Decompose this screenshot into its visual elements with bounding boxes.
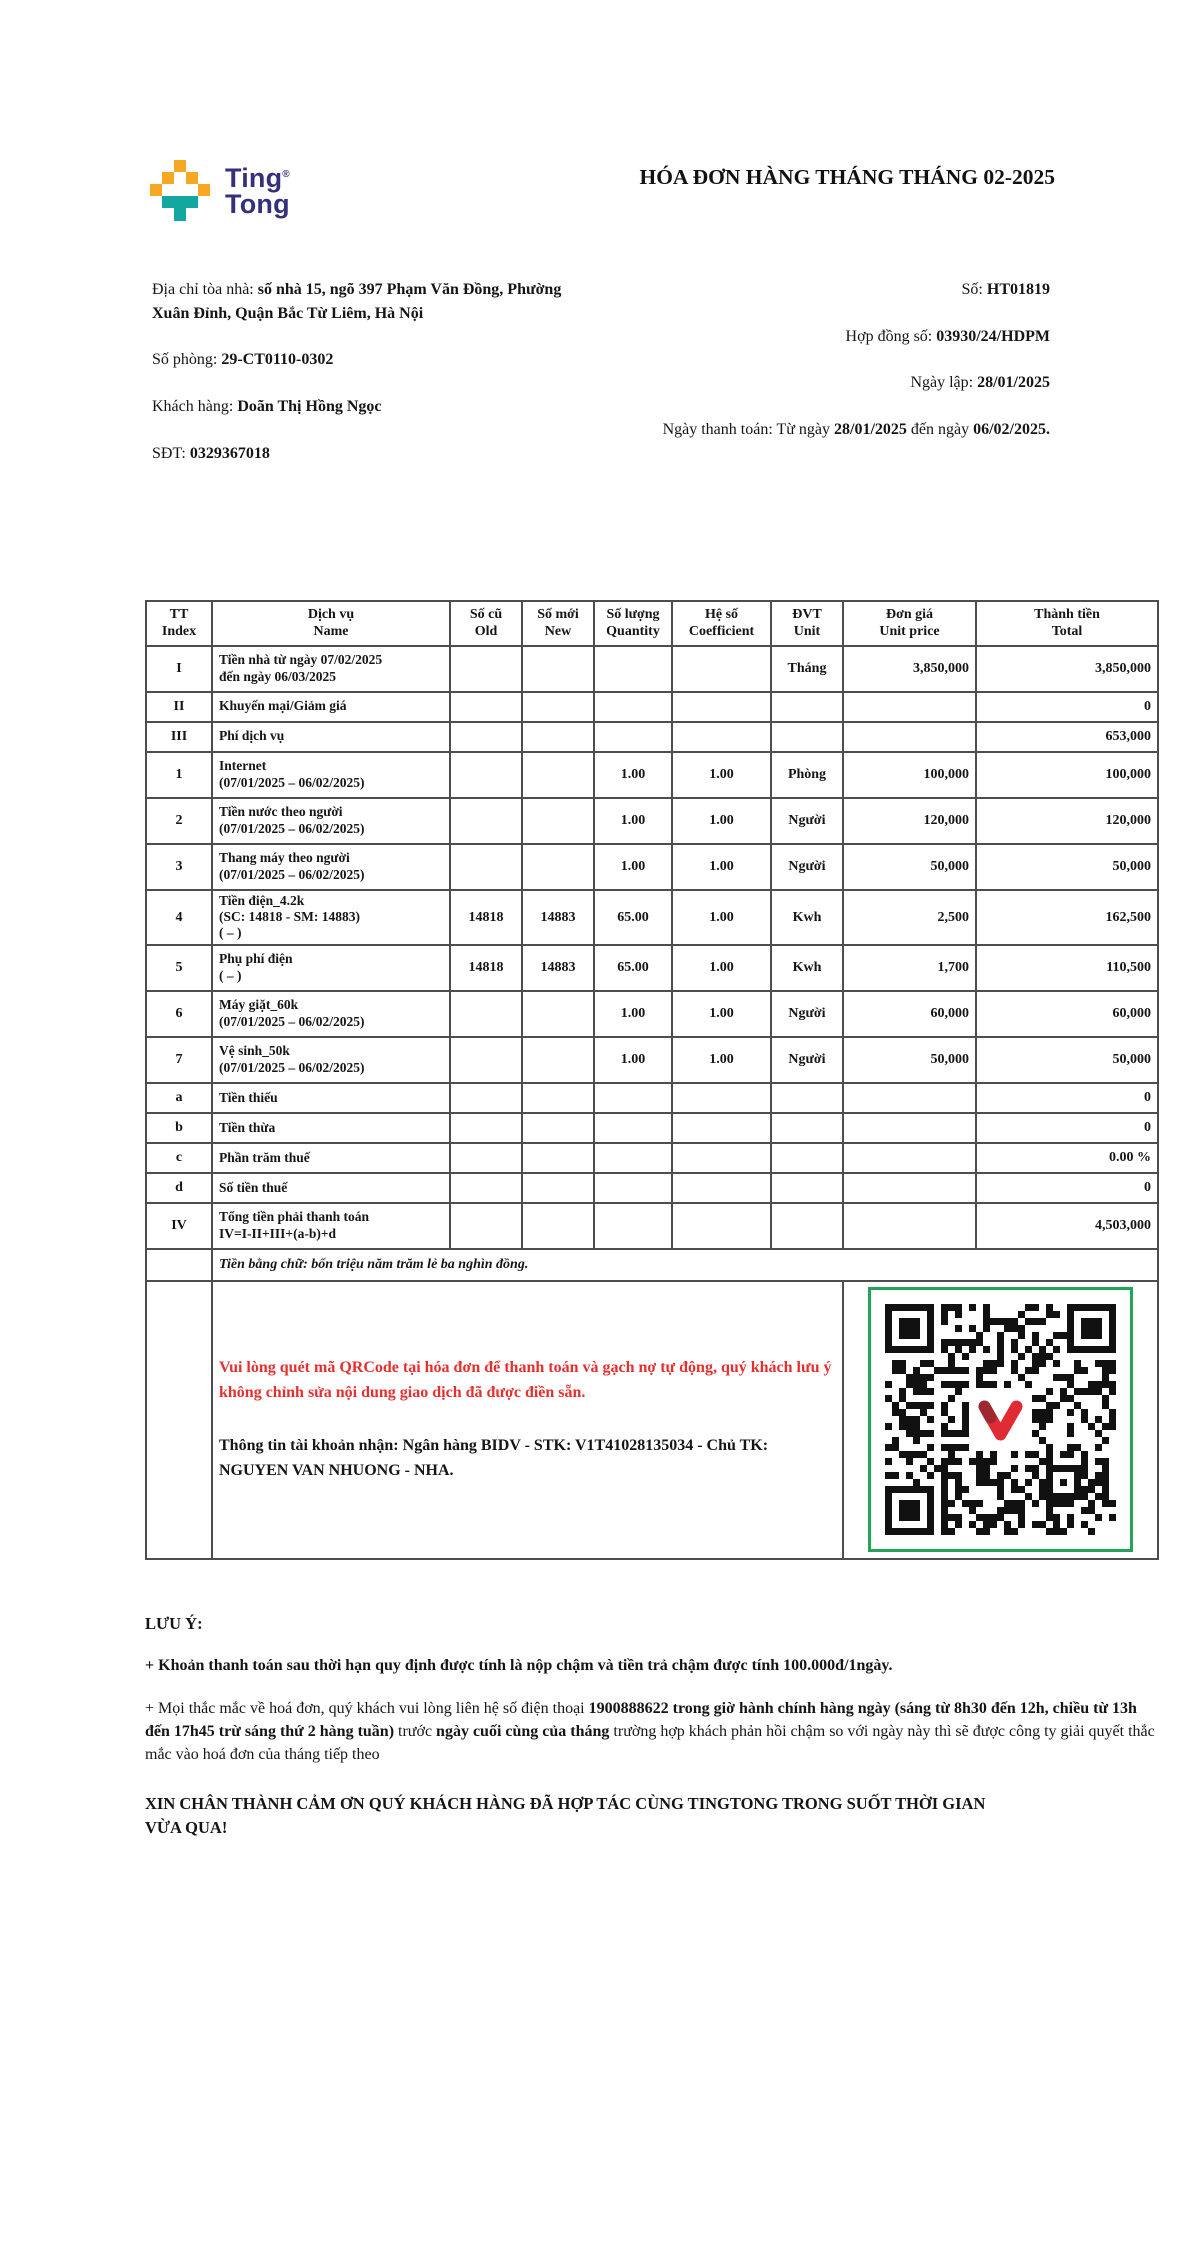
cell-index: 2: [146, 798, 212, 844]
cell-unit-price: [843, 1203, 976, 1249]
cell-unit: Người: [771, 991, 843, 1037]
cell-name: [212, 798, 450, 844]
info-field: Số: HT01819: [961, 281, 1050, 298]
qr-code-cell: [843, 1281, 1158, 1559]
header: [150, 160, 1055, 222]
cell-total: 0: [976, 1113, 1158, 1143]
cell-quantity: [594, 722, 672, 752]
cell-name: [212, 945, 450, 991]
cell-total: 0: [976, 1083, 1158, 1113]
cell-index: IV: [146, 1203, 212, 1249]
cell-unit-price: 3,850,000: [843, 646, 976, 692]
table-row-4: [146, 890, 1158, 945]
info-left: [152, 278, 600, 488]
cell-unit: [771, 1083, 843, 1113]
table-row-5: [146, 945, 1158, 991]
cell-coefficient: [672, 1143, 771, 1173]
cell-unit: Tháng: [771, 646, 843, 692]
header-line-en: Unit price: [879, 624, 940, 640]
cell-quantity: 65.00: [594, 890, 672, 945]
column-header: [522, 601, 594, 645]
header-line-vi: TT: [169, 607, 189, 623]
cell-name: [212, 1113, 450, 1143]
cell-coefficient: [672, 722, 771, 752]
cell-index: a: [146, 1083, 212, 1113]
header-line-en: Name: [313, 624, 349, 640]
name-line: đến ngày 06/03/2025: [219, 668, 337, 684]
cell-total: 60,000: [976, 991, 1158, 1037]
qr-instruction-note: Vui lòng quét mã QRCode tại hóa đơn để thanh toán và gạch nợ tự động, quý khách lưu ý không chỉnh sửa nội dung giao dịch đã được điền sẵn.: [219, 1359, 832, 1402]
cell-index: II: [146, 692, 212, 722]
cell-name: [212, 692, 450, 722]
cell-old: [450, 798, 522, 844]
info-right: [650, 278, 1050, 488]
cell-name: [212, 722, 450, 752]
info-field: SĐT: 0329367018: [152, 444, 270, 462]
name-line: Vệ sinh_50k: [219, 1043, 290, 1059]
closing-thanks: XIN CHÂN THÀNH CẢM ƠN QUÝ KHÁCH HÀNG ĐÃ HỢP TÁC CÙNG TINGTONG TRONG SUỐT THỜI GIAN VỪA QUA!: [145, 1794, 986, 1837]
tingtong-logo: [150, 160, 290, 222]
info-field: Ngày thanh toán: Từ ngày 28/01/2025 đến ngày 06/02/2025.: [662, 421, 1050, 439]
cell-old: [450, 692, 522, 722]
cell-quantity: 1.00: [594, 752, 672, 798]
logo-square: [162, 196, 198, 208]
cell-name: [212, 1143, 450, 1173]
logo-square: [162, 172, 174, 184]
cell-new: [522, 1203, 594, 1249]
table-row-7: [146, 1037, 1158, 1083]
cell-old: [450, 646, 522, 692]
cell-total: 0: [976, 1173, 1158, 1203]
name-line: IV=I-II+III+(a-b)+d: [219, 1225, 337, 1241]
cell-unit-price: 50,000: [843, 844, 976, 890]
header-line-en: Old: [474, 624, 498, 640]
cell-new: [522, 1143, 594, 1173]
column-header: [672, 601, 771, 645]
name-line: (07/01/2025 – 06/02/2025): [219, 1013, 365, 1029]
cell-total: 162,500: [976, 890, 1158, 945]
name-line: (07/01/2025 – 06/02/2025): [219, 774, 365, 790]
cell-old: [450, 1203, 522, 1249]
cell-unit-price: 100,000: [843, 752, 976, 798]
cell-name: [212, 752, 450, 798]
logo-line2: Tong: [225, 189, 290, 219]
name-line: Internet: [219, 758, 267, 774]
table-row-1: [146, 752, 1158, 798]
name-line: Tiền thiếu: [219, 1089, 278, 1105]
header-line-vi: Số lượng: [606, 607, 660, 623]
cell-name: [212, 1173, 450, 1203]
cell-unit: [771, 722, 843, 752]
cell-quantity: [594, 1083, 672, 1113]
name-line: Tiền nước theo người: [219, 804, 343, 820]
table-row-III: [146, 722, 1158, 752]
info-field: Số phòng: 29-CT0110-0302: [152, 351, 334, 369]
cell-coefficient: 1.00: [672, 798, 771, 844]
cell-total: 110,500: [976, 945, 1158, 991]
cell-total: 4,503,000: [976, 1203, 1158, 1249]
info-section: [152, 278, 1050, 488]
cell-total: 0.00 %: [976, 1143, 1158, 1173]
charges-table: [145, 600, 1159, 1560]
header-line-en: Quantity: [606, 624, 660, 640]
cell-old: 14818: [450, 945, 522, 991]
notes-items: [145, 1655, 1157, 1766]
cell-old: [450, 1083, 522, 1113]
table-row-a: [146, 1083, 1158, 1113]
table-row-b: [146, 1113, 1158, 1143]
cell-index: I: [146, 646, 212, 692]
cell-unit: [771, 1113, 843, 1143]
cell-unit: [771, 1203, 843, 1249]
cell-name: [212, 890, 450, 945]
tingtong-logo-text: [225, 162, 290, 219]
cell-index: b: [146, 1113, 212, 1143]
logo-square: [186, 172, 198, 184]
note-item-1: + Khoản thanh toán sau thời hạn quy định được tính là nộp chậm và tiền trả chậm được tính 100.000đ/1ngày.: [145, 1657, 893, 1675]
cell-new: [522, 844, 594, 890]
header-line-en: New: [544, 624, 572, 640]
cell-total: 3,850,000: [976, 646, 1158, 692]
cell-index: 4: [146, 890, 212, 945]
column-header: [843, 601, 976, 645]
cell-old: [450, 1173, 522, 1203]
registered-mark: ®: [282, 168, 290, 180]
column-header: [450, 601, 522, 645]
cell-name: [212, 1037, 450, 1083]
column-header: [976, 601, 1158, 645]
cell-unit: Người: [771, 798, 843, 844]
cell-unit-price: [843, 1143, 976, 1173]
cell-unit-price: [843, 1113, 976, 1143]
cell-unit-price: [843, 1173, 976, 1203]
cell-new: [522, 1113, 594, 1143]
cell-coefficient: [672, 692, 771, 722]
cell-index: c: [146, 1143, 212, 1173]
cell-unit: [771, 1173, 843, 1203]
name-line: Máy giặt_60k: [219, 997, 299, 1013]
logo-square: [150, 184, 162, 196]
amount-in-words-row: [146, 1249, 1158, 1281]
bank-account-info: Thông tin tài khoản nhận: Ngân hàng BIDV - STK: V1T41028135034 - Chủ TK: NGUYEN VAN NHUONG - NHA.: [219, 1436, 769, 1479]
cell-quantity: [594, 1203, 672, 1249]
cell-coefficient: 1.00: [672, 844, 771, 890]
cell-index: 1: [146, 752, 212, 798]
cell-old: [450, 991, 522, 1037]
header-line-vi: ĐVT: [792, 607, 822, 623]
table-row-d: [146, 1173, 1158, 1203]
table-row-II: [146, 692, 1158, 722]
header-line-en: Coefficient: [688, 624, 755, 640]
charges-table-head: [146, 601, 1158, 645]
cell-name: [212, 844, 450, 890]
cell-empty: [146, 1249, 212, 1281]
cell-new: [522, 646, 594, 692]
cell-old: [450, 722, 522, 752]
name-line: Tiền thừa: [219, 1119, 276, 1135]
info-field: Khách hàng: Doãn Thị Hồng Ngọc: [152, 398, 382, 416]
cell-unit-price: [843, 692, 976, 722]
cell-quantity: [594, 1143, 672, 1173]
cell-coefficient: 1.00: [672, 1037, 771, 1083]
table-row-2: [146, 798, 1158, 844]
name-line: Tiền nhà từ ngày 07/02/2025: [219, 652, 383, 668]
column-header: [146, 601, 212, 645]
header-line-vi: Số cũ: [469, 607, 503, 623]
name-line: Thang máy theo người: [219, 850, 350, 866]
name-line: (SC: 14818 - SM: 14883): [219, 908, 360, 924]
cell-old: 14818: [450, 890, 522, 945]
name-line: Khuyến mại/Giảm giá: [219, 698, 347, 714]
info-field: Địa chỉ tòa nhà: số nhà 15, ngõ 397 Phạm Văn Đồng, Phường Xuân Đỉnh, Quận Bắc Từ Liêm, Hà Nội: [152, 281, 562, 322]
notes-heading: LƯU Ý:: [145, 1613, 203, 1633]
cell-unit-price: 1,700: [843, 945, 976, 991]
cell-unit: Người: [771, 1037, 843, 1083]
name-line: Phần trăm thuế: [219, 1149, 310, 1165]
cell-quantity: [594, 1113, 672, 1143]
tingtong-logo-icon: [150, 160, 212, 222]
header-line-vi: Thành tiền: [1034, 607, 1100, 623]
header-line-en: Total: [1051, 624, 1083, 640]
cell-new: [522, 798, 594, 844]
name-line: Số tiền thuế: [219, 1179, 288, 1195]
cell-quantity: [594, 692, 672, 722]
cell-coefficient: [672, 1113, 771, 1143]
name-line: Tổng tiền phải thanh toán: [219, 1209, 370, 1225]
header-line-vi: Đơn giá: [885, 607, 934, 623]
qr-code-frame: [868, 1287, 1133, 1552]
cell-index: III: [146, 722, 212, 752]
cell-coefficient: [672, 1203, 771, 1249]
cell-index: 7: [146, 1037, 212, 1083]
cell-total: 120,000: [976, 798, 1158, 844]
cell-total: 50,000: [976, 1037, 1158, 1083]
cell-coefficient: [672, 1173, 771, 1203]
cell-unit: [771, 692, 843, 722]
header-line-en: Unit: [793, 624, 821, 640]
cell-unit-price: [843, 722, 976, 752]
header-row: [146, 601, 1158, 645]
name-line: ( – ): [219, 967, 242, 983]
logo-square: [198, 184, 210, 196]
cell-quantity: [594, 1173, 672, 1203]
cell-unit: Phòng: [771, 752, 843, 798]
name-line: (07/01/2025 – 06/02/2025): [219, 1059, 365, 1075]
cell-total: 653,000: [976, 722, 1158, 752]
name-line: (07/01/2025 – 06/02/2025): [219, 820, 365, 836]
cell-old: [450, 844, 522, 890]
cell-coefficient: 1.00: [672, 890, 771, 945]
column-header: [212, 601, 450, 645]
cell-unit-price: 2,500: [843, 890, 976, 945]
cell-index: 3: [146, 844, 212, 890]
cell-coefficient: 1.00: [672, 752, 771, 798]
name-line: (07/01/2025 – 06/02/2025): [219, 866, 365, 882]
invoice-title: HÓA ĐƠN HÀNG THÁNG THÁNG 02-2025: [639, 165, 1055, 189]
cell-new: [522, 722, 594, 752]
cell-index: d: [146, 1173, 212, 1203]
table-row-c: [146, 1143, 1158, 1173]
cell-coefficient: 1.00: [672, 945, 771, 991]
cell-coefficient: 1.00: [672, 991, 771, 1037]
cell-new: 14883: [522, 890, 594, 945]
cell-quantity: [594, 646, 672, 692]
cell-unit-price: 60,000: [843, 991, 976, 1037]
logo-line1: Ting: [225, 162, 283, 193]
cell-unit: Kwh: [771, 890, 843, 945]
cell-coefficient: [672, 646, 771, 692]
cell-old: [450, 1113, 522, 1143]
name-line: Phụ phí điện: [219, 951, 293, 967]
cell-new: [522, 1037, 594, 1083]
cell-unit: Người: [771, 844, 843, 890]
cell-unit: [771, 1143, 843, 1173]
cell-quantity: 1.00: [594, 1037, 672, 1083]
cell-total: 50,000: [976, 844, 1158, 890]
cell-name: [212, 1203, 450, 1249]
cell-old: [450, 752, 522, 798]
cell-name: [212, 991, 450, 1037]
logo-square: [174, 208, 186, 221]
amount-in-words: Tiền bằng chữ: bốn triệu năm trăm lẻ ba nghìn đồng.: [212, 1249, 1158, 1281]
cell-quantity: 1.00: [594, 798, 672, 844]
column-header: [771, 601, 843, 645]
notes-section: [145, 1612, 1157, 1839]
table-row-6: [146, 991, 1158, 1037]
cell-quantity: 1.00: [594, 844, 672, 890]
cell-unit-price: 50,000: [843, 1037, 976, 1083]
cell-old: [450, 1143, 522, 1173]
info-field: Ngày lập: 28/01/2025: [910, 374, 1050, 392]
table-row-IV: [146, 1203, 1158, 1249]
cell-name: [212, 646, 450, 692]
cell-index: 6: [146, 991, 212, 1037]
name-line: Phí dịch vụ: [219, 728, 285, 744]
info-field: Hợp đồng số: 03930/24/HDPM: [845, 327, 1050, 345]
cell-coefficient: [672, 1083, 771, 1113]
table-row-I: [146, 646, 1158, 692]
cell-name: [212, 1083, 450, 1113]
payment-row: [146, 1281, 1158, 1559]
header-line-vi: Số mới: [537, 607, 579, 623]
column-header: [594, 601, 672, 645]
cell-new: [522, 1173, 594, 1203]
cell-new: [522, 991, 594, 1037]
cell-new: [522, 1083, 594, 1113]
header-line-vi: Dịch vụ: [307, 607, 355, 623]
cell-unit-price: [843, 1083, 976, 1113]
charges-table-body: [146, 646, 1158, 1559]
payment-instructions: [212, 1281, 843, 1559]
table-row-3: [146, 844, 1158, 890]
cell-quantity: 1.00: [594, 991, 672, 1037]
cell-total: 100,000: [976, 752, 1158, 798]
cell-new: 14883: [522, 945, 594, 991]
cell-empty: [146, 1281, 212, 1559]
cell-new: [522, 692, 594, 722]
header-line-vi: Hệ số: [704, 607, 739, 623]
cell-old: [450, 1037, 522, 1083]
cell-unit-price: 120,000: [843, 798, 976, 844]
name-line: ( – ): [219, 925, 242, 941]
cell-total: 0: [976, 692, 1158, 722]
logo-square: [174, 160, 186, 172]
qr-code: [885, 1304, 1116, 1535]
note-item-2: + Mọi thắc mắc về hoá đơn, quý khách vui lòng liên hệ số điện thoại 1900888622 trong giờ hành chính hàng ngày (sáng từ 8h30 đến 12h, chiều từ 13h đến 17h45 trừ sáng thứ 2 hàng tuần) trước ngày cuối cùng của tháng trường hợp khách phản hồi chậm so với ngày này thì sẽ được công ty giải quyết thắc mắc vào hoá đơn của tháng tiếp theo: [145, 1700, 1155, 1763]
cell-quantity: 65.00: [594, 945, 672, 991]
cell-index: 5: [146, 945, 212, 991]
cell-new: [522, 752, 594, 798]
cell-unit: Kwh: [771, 945, 843, 991]
header-line-en: Index: [161, 624, 197, 640]
name-line: Tiền điện_4.2k: [219, 892, 305, 908]
